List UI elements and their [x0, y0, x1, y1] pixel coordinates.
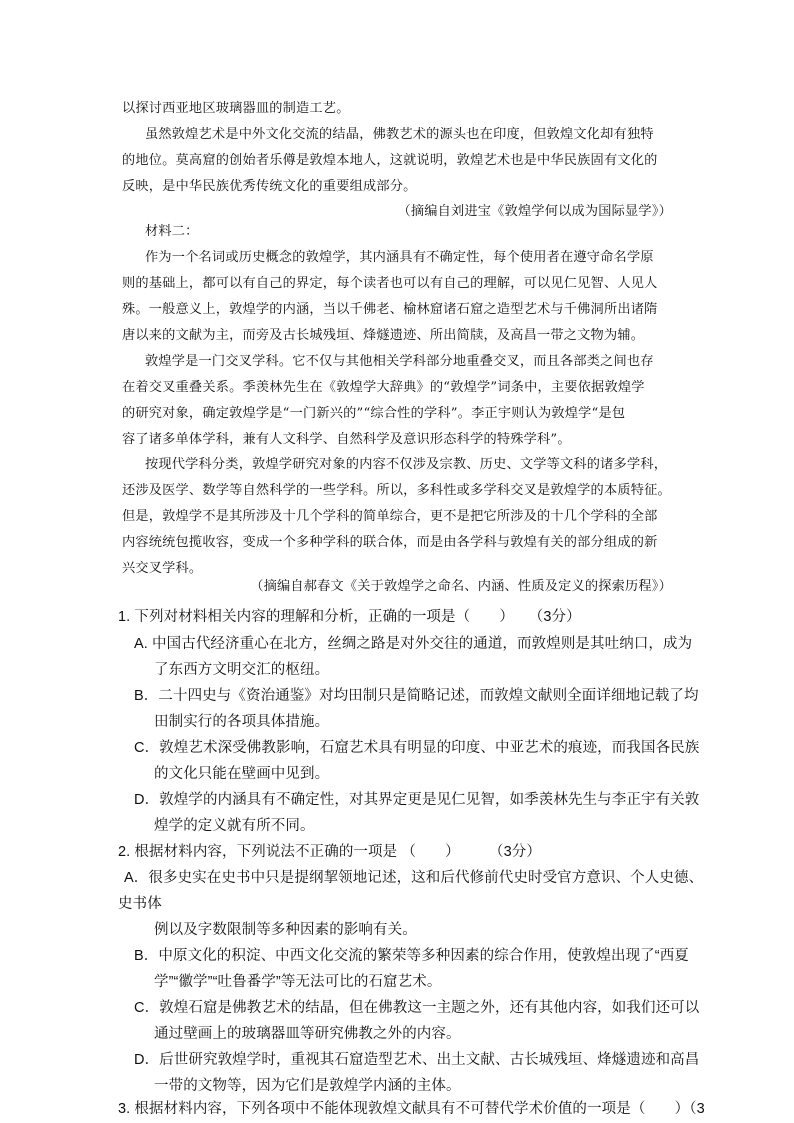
q1-option-b-line-1: B．二十四史与《资治通鉴》对均田制只是简略记述，而敦煌文献则全面详细地记载了均 — [134, 688, 699, 704]
q1-stem: 1. 下列对材料相关内容的理解和分析，正确的一项是（ ） （3分） — [118, 609, 581, 625]
material1-source: （摘编自刘进宝《敦煌学何以成为国际显学》） — [397, 204, 672, 219]
material2-line-11: 但是，敦煌学不是其所涉及十几个学科的简单综合，更不是把它所涉及的十几个学科的全部 — [122, 509, 658, 524]
q2-option-c-line-2: 通过壁画上的玻璃器皿等研究佛教之外的内容。 — [154, 1026, 461, 1042]
q2-option-b-line-2: 学”“徽学”“吐鲁番学”等无法可比的石窟艺术。 — [154, 974, 442, 990]
q2-option-a-line-3: 例以及字数限制等多种因素的影响有关。 — [154, 922, 417, 938]
material2-line-6: 在着交叉重叠关系。季羡林先生在《敦煌学大辞典》的“敦煌学”词条中，主要依据敦煌学 — [122, 380, 645, 395]
material1-line-1: 以探讨西亚地区玻璃器皿的制造工艺。 — [122, 101, 350, 116]
q2-stem: 2. 根据材料内容，下列说法不正确的一项是 （ ） （3分） — [118, 844, 542, 860]
q1-option-c-line-1: C．敦煌艺术深受佛教影响，石窟艺术具有明显的印度、中亚艺术的痕迹，而我国各民族 — [134, 740, 700, 756]
material2-line-4: 唐以来的文献为主，而旁及古长城残垣、烽燧遗迹、所出简牍，及高昌一带之文物为辅。 — [122, 328, 645, 343]
q1-option-a-line-2: 了东西方文明交汇的枢纽。 — [154, 662, 330, 678]
material2-title: 材料二： — [145, 224, 199, 239]
material2-line-1: 作为一个名词或历史概念的敦煌学，其内涵具有不确定性，每个使用者在遵守命名学原 — [145, 250, 654, 265]
q2-option-d-line-1: D．后世研究敦煌学时，重视其石窟造型艺术、出土文献、古长城残垣、烽燧遗迹和高昌 — [134, 1052, 700, 1068]
material1-line-4: 反映，是中华民族优秀传统文化的重要组成部分。 — [122, 179, 417, 194]
material2-line-9: 按现代学科分类，敦煌学研究对象的内容不仅涉及宗教、历史、文学等文科的诸多学科， — [145, 457, 668, 472]
q2-option-d-line-2: 一带的文物等，因为它们是敦煌学内涵的主体。 — [154, 1078, 461, 1094]
q1-option-d-line-2: 煌学的定义就有所不同。 — [154, 818, 315, 834]
material2-line-7: 的研究对象，确定敦煌学是“一门新兴的”“综合性的学科”。李正宇则认为敦煌学“是包 — [122, 406, 626, 421]
q2-option-c-line-1: C．敦煌石窟是佛教艺术的结晶，但在佛教这一主题之外，还有其他内容，如我们还可以 — [134, 1000, 700, 1016]
material2-line-3: 殊。一般意义上，敦煌学的内涵，当以千佛老、榆林窟诸石窟之造型艺术与千佛洞所出诸隋 — [122, 302, 658, 317]
material2-line-13: 兴交叉学科。 — [122, 561, 203, 576]
material2-line-8: 容了诸多单体学科，兼有人文科学、自然科学及意识形态科学的特殊学科”。 — [122, 432, 571, 447]
q2-option-a-line-2: 史书体 — [118, 896, 162, 912]
material2-line-12: 内容统统包揽收容，变成一个多种学科的联合体，而是由各学科与敦煌有关的部分组成的新 — [122, 535, 658, 550]
material2-line-2: 则的基础上，都可以有自己的界定，每个读者也可以有自己的理解，可以见仁见智、人见人 — [122, 276, 658, 291]
q2-option-b-line-1: B．中原文化的积淀、中西文化交流的繁荣等多种因素的综合作用，使敦煌出现了“西夏 — [134, 948, 689, 964]
material2-line-10: 还涉及医学、数学等自然科学的一些学科。所以，多科性或多学科交叉是敦煌学的本质特征。 — [122, 483, 671, 498]
q2-option-a-line-1: A．很多史实在史书中只是提纲挈领地记述，这和后代修前代史时受官方意识、个人史德、 — [124, 870, 704, 886]
q1-option-c-line-2: 的文化只能在壁画中见到。 — [154, 766, 330, 782]
material2-source: （摘编自郝春文《关于敦煌学之命名、内涵、性质及定义的探索历程》） — [250, 579, 672, 594]
q1-option-d-line-1: D．敦煌学的内涵具有不确定性，对其界定更是见仁见智，如季羡林先生与李正宇有关敦 — [134, 792, 700, 808]
q1-option-a-line-1: A. 中国古代经济重心在北方，丝绸之路是对外交往的通道，而敦煌则是其吐纳口，成为 — [134, 636, 693, 652]
material1-line-2: 虽然敦煌艺术是中外文化交流的结晶，佛教艺术的源头也在印度，但敦煌文化却有独特 — [145, 127, 654, 142]
q1-option-b-line-2: 田制实行的各项具体措施。 — [154, 714, 330, 730]
material2-line-5: 敦煌学是一门交叉学科。它不仅与其他相关学科部分地重叠交叉，而且各部类之间也存 — [145, 354, 654, 369]
material1-line-3: 的地位。莫高窟的创始者乐僔是敦煌本地人，这就说明，敦煌艺术也是中华民族固有文化的 — [122, 153, 658, 168]
q3-stem-line-1: 3. 根据材料内容，下列各项中不能体现敦煌文献具有不可替代学术价值的一项是（ ）（3 — [118, 1101, 705, 1117]
